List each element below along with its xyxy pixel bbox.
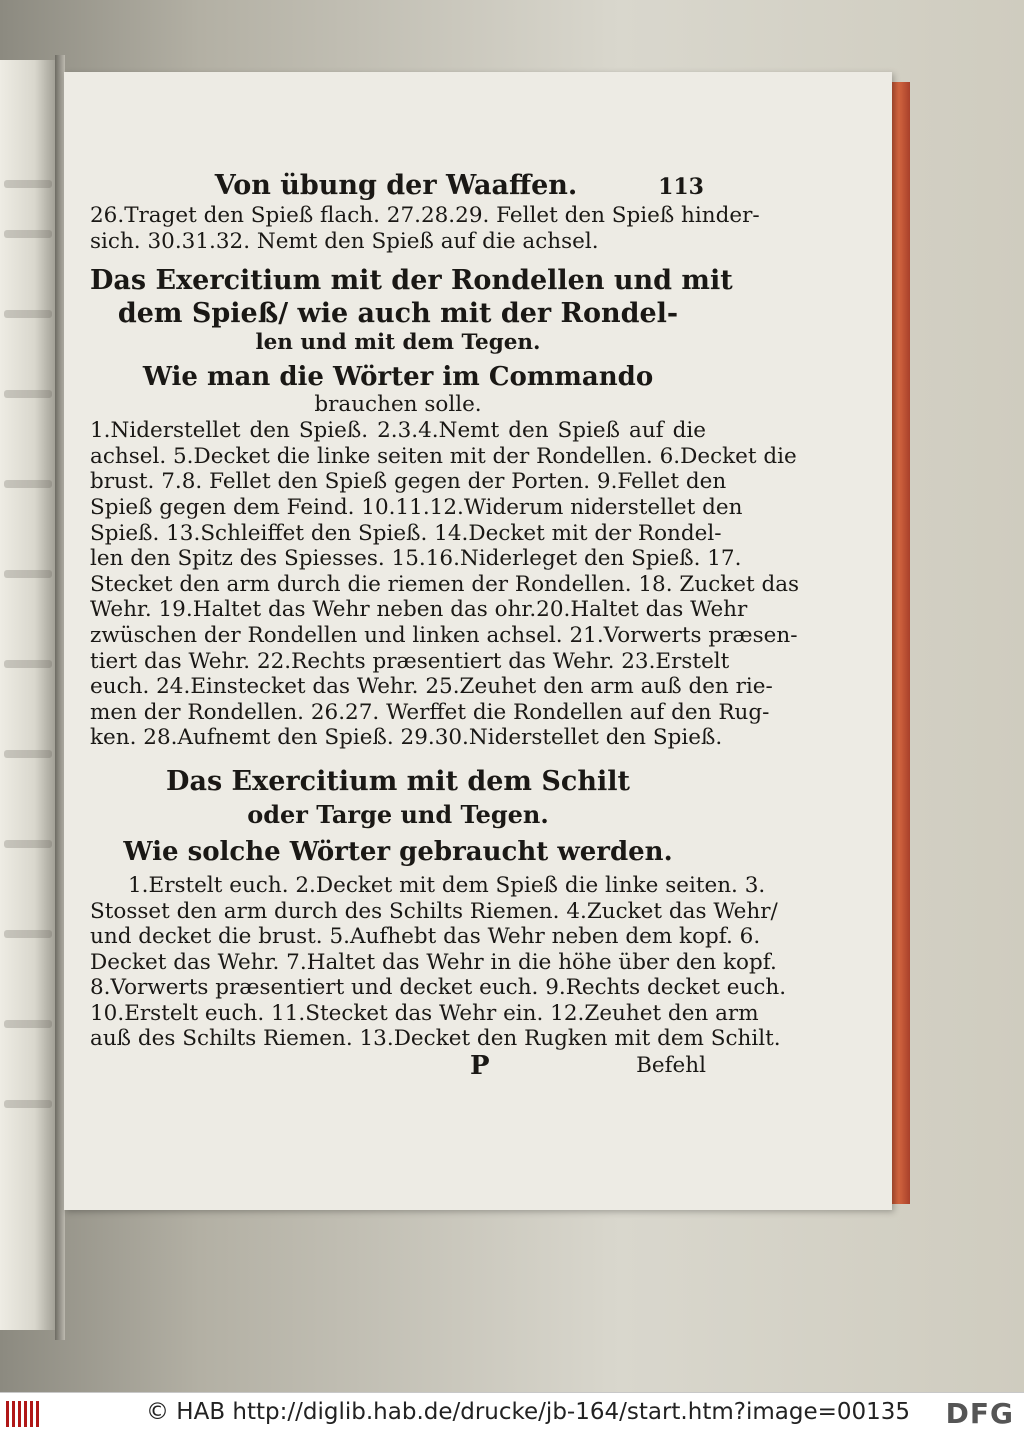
- text-line: brust. 7.8. Fellet den Spieß gegen der Porten. 9.Fellet den: [90, 469, 727, 495]
- text-line: Spieß. 13.Schleiffet den Spieß. 14.Decket mit der Rondel-: [90, 520, 722, 546]
- text-line: men der Rondellen. 26.27. Werffet die Rondellen auf den Rug-: [90, 699, 770, 725]
- page-text: [90, 170, 800, 1082]
- text-line: Stecket den arm durch die riemen der Rondellen. 18. Zucket das: [90, 571, 800, 597]
- section-heading: dem Spieß/ wie auch mit der Rondel-: [117, 298, 679, 330]
- viewer-footer: [0, 1392, 1024, 1434]
- section-heading: len und mit dem Tegen.: [255, 330, 541, 356]
- text-line: und decket die brust. 5.Aufhebt das Wehr neben dem kopf. 6.: [90, 924, 761, 950]
- sub-heading: brauchen solle.: [314, 392, 482, 418]
- text-line: sich. 30.31.32. Nemt den Spieß auf die achsel.: [90, 228, 599, 254]
- text-line: auß des Schilts Riemen. 13.Decket den Rugken mit dem Schilt.: [90, 1026, 781, 1052]
- text-line: Wehr. 19.Haltet das Wehr neben das ohr.20.Haltet das Wehr: [90, 597, 748, 623]
- text-line: euch. 24.Einstecket das Wehr. 25.Zeuhet den arm auß den rie-: [90, 674, 773, 700]
- section-heading: Das Exercitium mit der Rondellen und mit: [90, 265, 733, 297]
- text-line: Spieß gegen dem Feind. 10.11.12.Widerum niderstellet den: [90, 494, 743, 520]
- text-line: 1.Erstelt euch. 2.Decket mit dem Spieß die linke seiten. 3.: [128, 872, 766, 898]
- text-line: tiert das Wehr. 22.Rechts præsentiert das Wehr. 23.Erstelt: [90, 648, 730, 674]
- text-line: 1.Niderstellet den Spieß. 2.3.4.Nemt den Spieß auf die: [90, 418, 706, 444]
- previous-page-edge: [0, 60, 58, 1330]
- signature-mark: P: [470, 1051, 490, 1082]
- header-title: Von übung der Waaffen.: [214, 170, 578, 201]
- catchword: Befehl: [636, 1053, 706, 1079]
- text-line: achsel. 5.Decket die linke seiten mit der Rondellen. 6.Decket die: [90, 443, 797, 469]
- sub-heading: Wie solche Wörter gebraucht werden.: [123, 836, 673, 867]
- text-line: zwüschen der Rondellen und linken achsel. 21.Vorwerts præsen-: [90, 622, 798, 648]
- text-line: ken. 28.Aufnemt den Spieß. 29.30.Niderstellet den Spieß.: [90, 725, 723, 751]
- text-line: 10.Erstelt euch. 11.Stecket das Wehr ein. 12.Zeuhet den arm: [90, 1000, 759, 1026]
- running-header: [90, 170, 706, 201]
- source-link[interactable]: © HAB http://diglib.hab.de/drucke/jb-164/start.htm?image=00135: [146, 1399, 911, 1425]
- dfg-logo: DFG: [945, 1397, 1014, 1430]
- page-footer-line: [90, 1052, 706, 1080]
- sub-heading: Wie man die Wörter im Commando: [142, 362, 654, 393]
- text-line: Decket das Wehr. 7.Haltet das Wehr in die höhe über den kopf.: [90, 949, 777, 975]
- text-line: 8.Vorwerts præsentiert und decket euch. 9.Rechts decket euch.: [90, 975, 787, 1001]
- text-line: 26.Traget den Spieß flach. 27.28.29. Fellet den Spieß hinder-: [90, 203, 760, 228]
- section-heading: oder Targe und Tegen.: [247, 799, 549, 829]
- section-heading: Das Exercitium mit dem Schilt: [166, 765, 630, 797]
- hab-logo-icon: [6, 1401, 40, 1427]
- text-line: Stosset den arm durch des Schilts Riemen. 4.Zucket das Wehr/: [90, 898, 778, 924]
- page-number: 113: [658, 174, 704, 200]
- text-line: len den Spitz des Spiesses. 15.16.Niderleget den Spieß. 17.: [90, 546, 742, 572]
